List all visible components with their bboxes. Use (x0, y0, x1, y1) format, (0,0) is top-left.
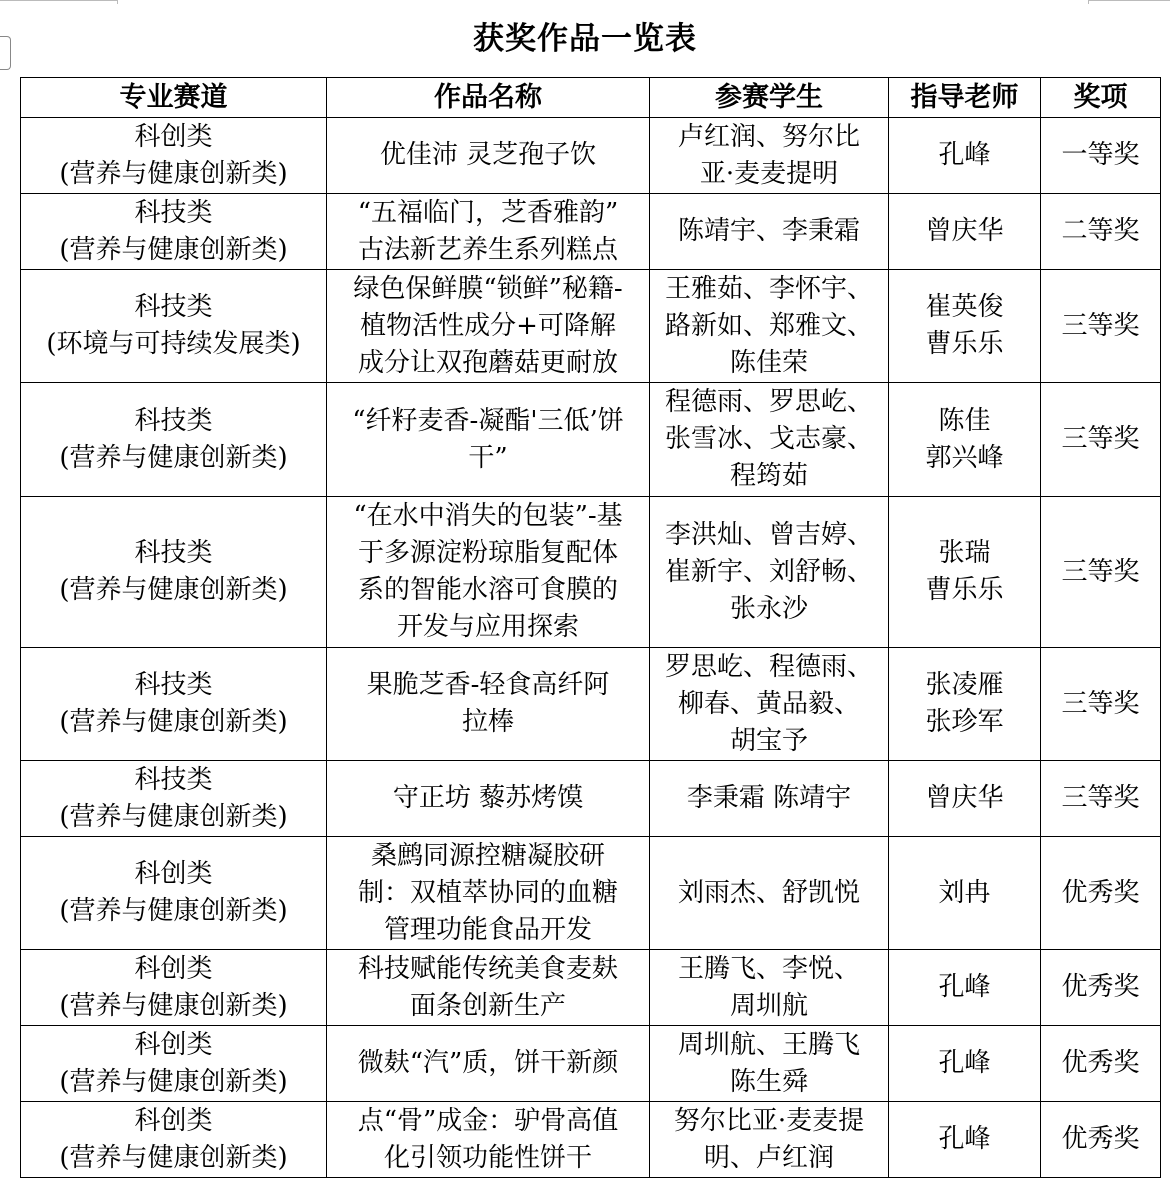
cell-track: 科技类 (营养与健康创新类) (21, 383, 327, 497)
cell-track: 科创类 (营养与健康创新类) (21, 118, 327, 194)
cell-award: 二等奖 (1041, 194, 1161, 270)
cell-students: 刘雨杰、舒凯悦 (650, 837, 889, 950)
cell-award: 三等奖 (1041, 761, 1161, 837)
cell-students: 李洪灿、曾吉婷、 崔新宇、刘舒畅、 张永沙 (650, 497, 889, 648)
page-corner-mark (1088, 0, 1170, 1)
table-row (21, 950, 1161, 1026)
table-row (21, 761, 1161, 837)
cell-students: 李秉霜 陈靖宇 (650, 761, 889, 837)
page-corner-mark (0, 0, 118, 1)
cell-award: 一等奖 (1041, 118, 1161, 194)
page-corner-mark (1088, 0, 1089, 4)
cell-award: 三等奖 (1041, 383, 1161, 497)
table-header-row (21, 78, 1161, 118)
header-students: 参赛学生 (650, 78, 889, 118)
cell-teacher: 孔峰 (889, 1026, 1041, 1102)
cell-work: 桑鹧同源控糖凝胶研 制：双植萃协同的血糖 管理功能食品开发 (327, 837, 650, 950)
cell-work: 点“骨”成金：驴骨高值 化引领功能性饼干 (327, 1102, 650, 1178)
cell-work: 果脆芝香-轻食高纤阿 拉棒 (327, 648, 650, 761)
cell-teacher: 刘冉 (889, 837, 1041, 950)
cell-teacher: 曾庆华 (889, 761, 1041, 837)
table-row (21, 1026, 1161, 1102)
table-row (21, 118, 1161, 194)
cell-teacher: 孔峰 (889, 950, 1041, 1026)
table-row (21, 270, 1161, 383)
cell-students: 卢红润、努尔比 亚·麦麦提明 (650, 118, 889, 194)
table-row (21, 497, 1161, 648)
cell-teacher: 陈佳 郭兴峰 (889, 383, 1041, 497)
cell-track: 科技类 (营养与健康创新类) (21, 497, 327, 648)
table-row (21, 383, 1161, 497)
cell-students: 王雅茹、李怀宇、 路新如、郑雅文、 陈佳荣 (650, 270, 889, 383)
cell-students: 王腾飞、李悦、 周圳航 (650, 950, 889, 1026)
awards-table (20, 77, 1161, 1178)
header-award: 奖项 (1041, 78, 1161, 118)
cell-teacher: 张瑞 曹乐乐 (889, 497, 1041, 648)
cell-work: 绿色保鲜膜“锁鲜”秘籍- 植物活性成分+可降解 成分让双孢蘑菇更耐放 (327, 270, 650, 383)
header-work: 作品名称 (327, 78, 650, 118)
cell-students: 程德雨、罗思屹、 张雪冰、戈志豪、 程筠茹 (650, 383, 889, 497)
cell-track: 科创类 (营养与健康创新类) (21, 837, 327, 950)
cell-track: 科技类 (环境与可持续发展类) (21, 270, 327, 383)
cell-award: 优秀奖 (1041, 1102, 1161, 1178)
cell-work: 科技赋能传统美食麦麸 面条创新生产 (327, 950, 650, 1026)
header-track: 专业赛道 (21, 78, 327, 118)
cell-work: 优佳沛 灵芝孢子饮 (327, 118, 650, 194)
cell-award: 优秀奖 (1041, 837, 1161, 950)
cell-students: 陈靖宇、李秉霜 (650, 194, 889, 270)
cell-teacher: 孔峰 (889, 118, 1041, 194)
cell-award: 三等奖 (1041, 648, 1161, 761)
cell-award: 三等奖 (1041, 270, 1161, 383)
cell-track: 科创类 (营养与健康创新类) (21, 1026, 327, 1102)
cell-track: 科创类 (营养与健康创新类) (21, 950, 327, 1026)
cell-work: 微麸“汽”质，饼干新颜 (327, 1026, 650, 1102)
cell-teacher: 曾庆华 (889, 194, 1041, 270)
cell-award: 三等奖 (1041, 497, 1161, 648)
page-corner-mark (117, 0, 118, 4)
cell-award: 优秀奖 (1041, 1026, 1161, 1102)
cell-track: 科技类 (营养与健康创新类) (21, 194, 327, 270)
cell-students: 罗思屹、程德雨、 柳春、黄品毅、 胡宝予 (650, 648, 889, 761)
table-row (21, 194, 1161, 270)
cell-students: 努尔比亚·麦麦提 明、卢红润 (650, 1102, 889, 1178)
cell-students: 周圳航、王腾飞 陈生舜 (650, 1026, 889, 1102)
cell-track: 科技类 (营养与健康创新类) (21, 761, 327, 837)
cell-work: “在水中消失的包装”-基 于多源淀粉琼脂复配体 系的智能水溶可食膜的 开发与应用探索 (327, 497, 650, 648)
cell-teacher: 崔英俊 曹乐乐 (889, 270, 1041, 383)
table-row (21, 837, 1161, 950)
cell-work: 守正坊 藜苏烤馍 (327, 761, 650, 837)
table-row (21, 648, 1161, 761)
cell-track: 科创类 (营养与健康创新类) (21, 1102, 327, 1178)
table-row (21, 1102, 1161, 1178)
cell-award: 优秀奖 (1041, 950, 1161, 1026)
cell-teacher: 孔峰 (889, 1102, 1041, 1178)
cell-track: 科技类 (营养与健康创新类) (21, 648, 327, 761)
cell-work: “五福临门，芝香雅韵” 古法新艺养生系列糕点 (327, 194, 650, 270)
cell-teacher: 张凌雁 张珍军 (889, 648, 1041, 761)
document-title: 获奖作品一览表 (473, 21, 697, 57)
header-teacher: 指导老师 (889, 78, 1041, 118)
cell-work: “纤籽麦香-凝酯'三低’饼 干” (327, 383, 650, 497)
